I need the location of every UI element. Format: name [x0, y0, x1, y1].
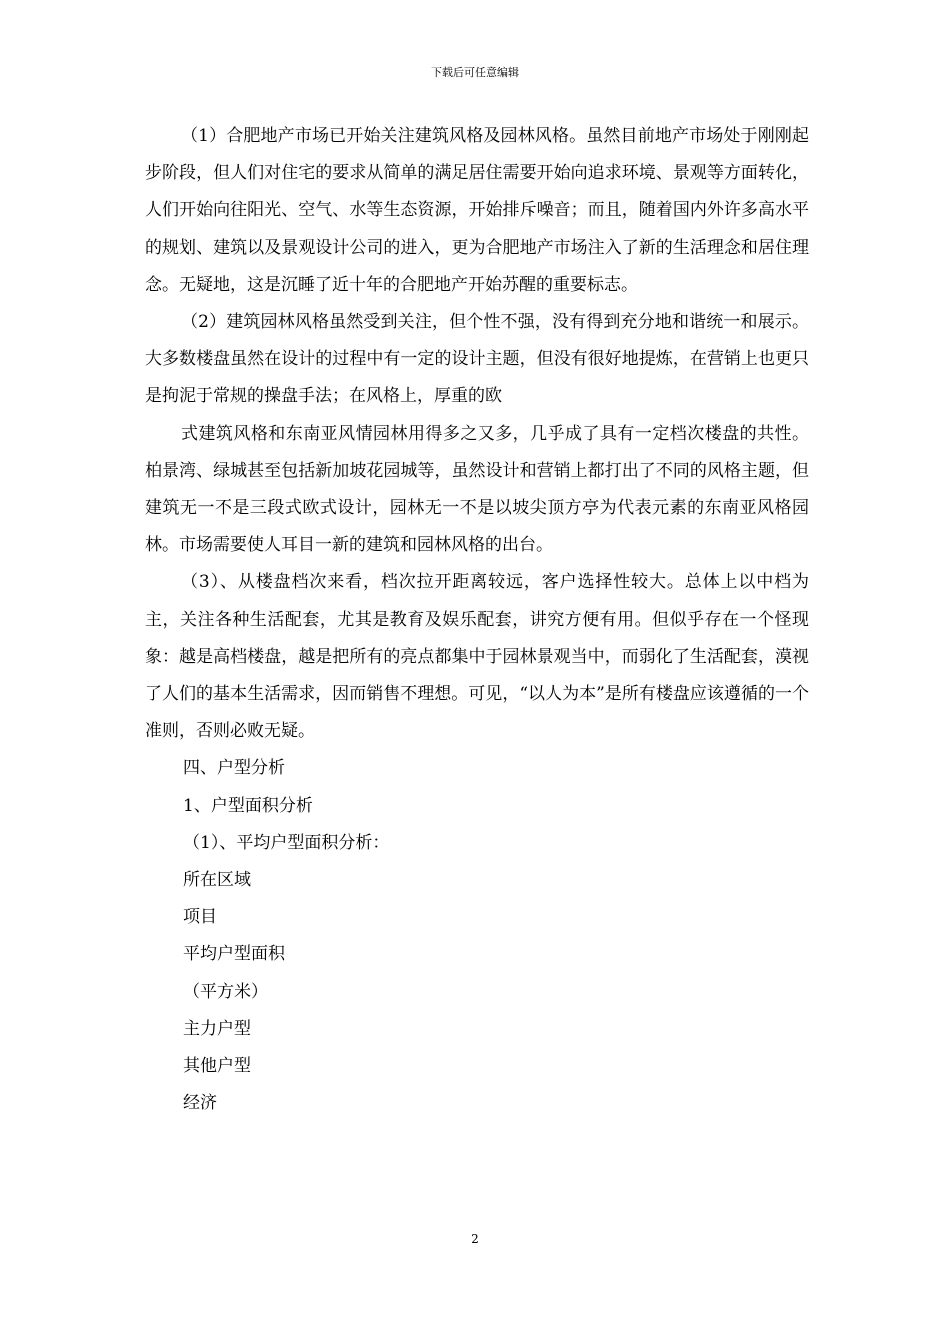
section-heading: 四、户型分析 [183, 758, 285, 779]
subsection-heading: 1、户型面积分析 [183, 795, 313, 816]
page-header: 下载后可任意编辑 [431, 66, 519, 79]
sub-subsection-heading: （1）、平均户型面积分析： [183, 832, 390, 853]
document-body [145, 118, 809, 1122]
paragraph-3: 式建筑风格和东南亚风情园林用得多之又多，几乎成了具有一定档次楼盘的共性。柏景湾、绿城甚至包括新加坡花园城等，虽然设计和营销上都打出了不同的风格主题，但建筑无一不是三段式欧式设计，园林无一不是以坡尖顶方亭为代表元素的东南亚风格园林。市场需要使人耳目一新的建筑和园林风格的出台。 [145, 423, 809, 556]
table-cell-text: 平均户型面积 [183, 944, 285, 965]
table-cell-text: 项目 [183, 907, 217, 928]
paragraph-1: （1）合肥地产市场已开始关注建筑风格及园林风格。虽然目前地产市场处于刚刚起步阶段，但人们对住宅的要求从简单的满足居住需要开始向追求环境、景观等方面转化，人们开始向往阳光、空气、水等生态资源，开始排斥噪音；而且，随着国内外许多高水平的规划、建筑以及景观设计公司的进入，更为合肥地产市场注入了新的生活理念和居住理念。无疑地，这是沉睡了近十年的合肥地产开始苏醒的重要标志。 [145, 126, 809, 295]
table-cell-text: （平方米） [183, 981, 268, 1002]
paragraph-2: （2）建筑园林风格虽然受到关注，但个性不强，没有得到充分地和谐统一和展示。大多数楼盘虽然在设计的过程中有一定的设计主题，但没有很好地提炼，在营销上也更只是拘泥于常规的操盘手法；在风格上，厚重的欧 [145, 312, 809, 407]
paragraph-4: （3）、从楼盘档次来看，档次拉开距离较远，客户选择性较大。总体上以中档为主，关注各种生活配套，尤其是教育及娱乐配套，讲究方便有用。但似乎存在一个怪现象：越是高档楼盘，越是把所有的亮点都集中于园林景观当中，而弱化了生活配套，漠视了人们的基本生活需求，因而销售不理想。可见，“以人为本”是所有楼盘应该遵循的一个准则，否则必败无疑。 [145, 572, 809, 742]
table-cell-text: 主力户型 [183, 1018, 251, 1039]
table-cell-text: 其他户型 [183, 1056, 251, 1077]
table-cell-text: 经济 [183, 1093, 217, 1114]
page-number: 2 [471, 1232, 479, 1246]
table-cell-text: 所在区域 [183, 870, 251, 891]
